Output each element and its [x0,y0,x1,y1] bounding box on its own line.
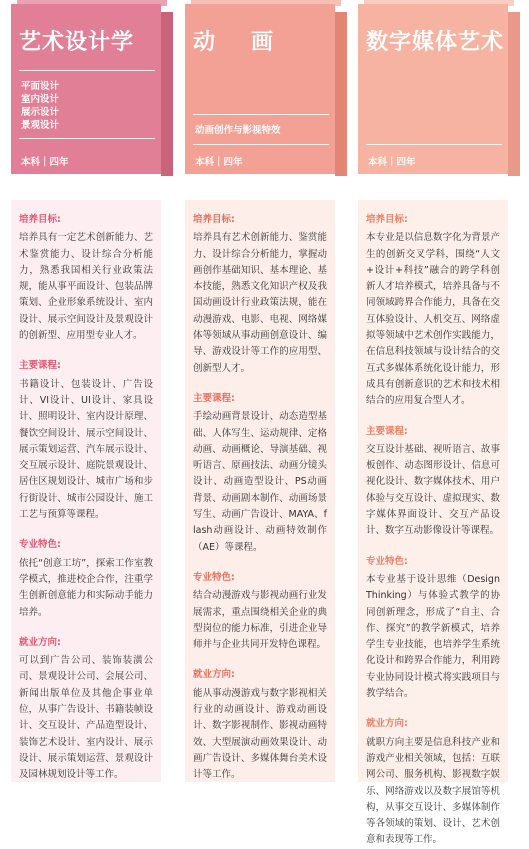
section-heading: 主要课程: [193,392,235,404]
section-heading: 主要课程: [19,360,61,372]
section-heading: 培养目标: [19,214,61,225]
major-header [185,0,347,178]
section-text: 手绘动画背景设计、动态造型基础、人体写生、运动规律、定格动画、动画概论、导演基础、视听语言、原画技法、动画分镜头设计、动画造型设计、PS动画背景、动画剧本制作、动画场景写生、动画广告设计、MAYA、flash动画设计、动画特效制作（AE）等课程。 [193,411,327,553]
section-text: 交互设计基础、视听语言、故事板创作、动态图形设计、信息可视化设计、数字媒体技术、用户体验与交互设计、虚拟现实、数字媒体界面设计、交互产品设计、数字互动影像设计等课程。 [366,443,500,537]
section-heading: 就业方向: [19,636,61,648]
major-title: 动画 [193,30,310,55]
section-heading: 主要课程: [366,425,408,437]
header-face [11,4,161,174]
header-side-bevel [335,12,347,176]
header-side-bevel [508,12,520,176]
section-text: 培养具有艺术创新能力、鉴赏能力、设计综合分析能力，掌握动画创作基础知识、基本理论、基本技能，熟悉文化知识产权及我国动画设计行业政策法规，能在动漫游戏、电影、电视、网络媒体等领域从事动画创意设计、编导、游戏设计等工作的应用型、创新型人才。 [193,232,327,374]
section-text: 依托“创意工坊”，探索工作室教学模式，推进校企合作，注重学生创新创意能力和实际动手能力培养。 [19,557,153,618]
degree-label: 本科｜四年 [21,157,69,168]
major-header [358,0,520,178]
section-heading: 培养目标: [193,214,235,225]
direction-item: 动画创作与影视特效 [195,125,281,136]
major-details-card [358,200,508,846]
section-text: 可以到广告公司、装饰装潢公司、景观设计公司、会展公司、新闻出版单位及其他企事业单位，从事广告设计、书籍装帧设计、交互设计、产品造型设计、装饰艺术设计、室内设计、展示设计、展示策划运营、景观设计及园林规划设计等工作。 [19,655,153,781]
degree-label: 本科｜四年 [195,157,243,168]
direction-item: 室内设计 [21,94,60,105]
divider-line [193,144,329,145]
major-column-art-design [11,0,173,782]
divider-line [366,144,502,145]
major-column-digital-media-art [358,0,520,846]
major-title: 数字媒体艺术 [366,30,505,55]
section-text: 培养具有一定艺术创新能力、艺术鉴赏能力、设计综合分析能力，熟悉我国相关行业政策法规，能从事平面设计、包装品牌策划、企业形象系统设计、室内设计、展示空间设计及景观设计的创新型、应用型专业人才。 [19,232,153,342]
section-text: 能从事动漫游戏与数字影视相关行业的动画设计、游戏动画设计、数字影视制作、影视动画特效、大型展演动画效果设计、动画广告设计、多媒体舞台美术设计等工作。 [193,687,327,781]
divider-line [19,70,155,71]
direction-item: 景观设计 [21,120,60,131]
major-header [11,0,173,178]
header-face [358,4,508,174]
section-text: 本专业是以信息数字化为背景产生的创新交叉学科，围绕“人文+设计+科技”融合的跨学科创新人才培养模式，培养具备与不同领域跨界合作能力，具备在交互体验设计、人机交互、网络虚拟等领域中艺术创作实践能力，在信息科技领域与设计结合的交互式多媒体系统化设计能力，形成具有创新意识的艺术和技术相结合的应用复合型人才。 [366,232,500,407]
section-heading: 专业特色: [366,555,408,567]
section-heading: 就业方向: [366,718,408,730]
section-heading: 就业方向: [193,669,235,681]
header-side-bevel [161,12,173,176]
header-face [185,4,335,174]
direction-item: 平面设计 [21,81,60,92]
divider-line [193,114,329,115]
section-text: 本专业基于设计思维（Design Thinking）与体验式教学的协同创新理念，形成了“自主、合作、探究”的教学新模式，培养学生专业技能，也培养学生系统化设计和跨界合作能力，利用跨专业协同设计模式将实践项目与教学结合。 [366,573,500,700]
section-heading: 专业特色: [19,539,61,551]
major-details-card [185,200,335,782]
section-heading: 专业特色: [193,571,235,583]
divider-line [19,138,155,139]
direction-item: 展示设计 [21,107,60,118]
section-text: 结合动漫游戏与影视动画行业发展需求，重点围绕相关企业的典型岗位的能力标准，引进企业导师并与企业共同开发特色课程。 [193,590,327,651]
section-text: 就职方向主要是信息科技产业和游戏产业相关领域，包括：互联网公司、服务机构、影视数字娱乐、网络游戏以及数字展馆等机构，从事交互设计、多媒体制作等各领域的策划、设计、艺术创意和表现等工作。 [366,736,500,846]
section-heading: 培养目标: [366,214,408,225]
major-column-animation [185,0,347,782]
major-title: 艺术设计学 [19,30,135,55]
degree-label: 本科｜四年 [368,157,416,168]
section-text: 书籍设计、包装设计、广告设计、VI设计、UI设计、家具设计、照明设计、室内设计原理、餐饮空间设计、展示空间设计、展示策划运营、汽车展示设计、交互展示设计、庭院景观设计、居住区规划设计、城市广场和步行街设计、城市公园设计、施工工艺与预算等课程。 [19,378,153,521]
major-details-card [11,200,161,782]
